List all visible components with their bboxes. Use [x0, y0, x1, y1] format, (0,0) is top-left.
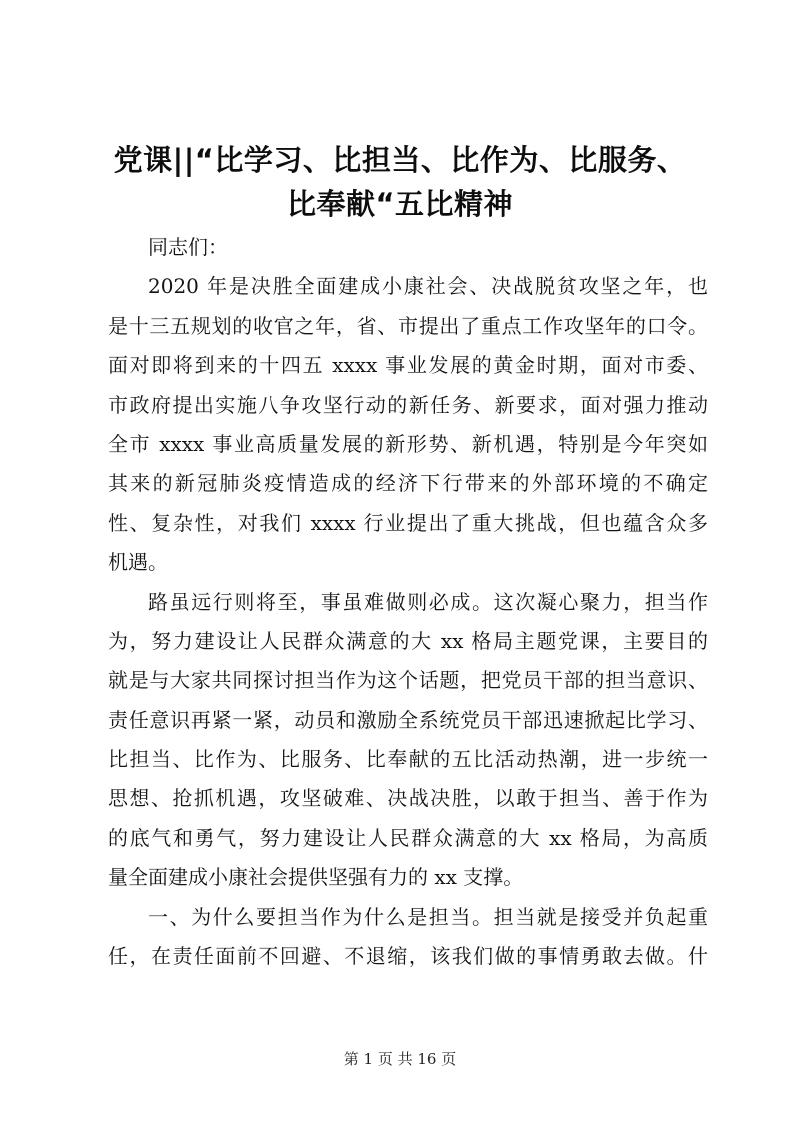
paragraph-line: 责任意识再紧一紧，动员和激励全系统党员干部迅速掀起比学习、: [108, 707, 708, 732]
paragraph-line: 是十三五规划的收官之年，省、市提出了重点工作攻坚年的口令。: [108, 313, 708, 338]
paragraph-line: 就是与大家共同探讨担当作为这个话题，把党员干部的担当意识、: [108, 668, 708, 693]
document-body: [108, 228, 708, 976]
paragraph-line: 比担当、比作为、比服务、比奉献的五比活动热潮，进一步统一: [108, 747, 708, 772]
document-title: [100, 138, 700, 226]
paragraph-line: 市政府提出实施八争攻坚行动的新任务、新要求，面对强力推动: [108, 392, 708, 417]
paragraph-line: 思想、抢抓机遇，攻坚破难、决战决胜，以敢于担当、善于作为: [108, 786, 708, 811]
page-footer: 第 1 页 共 16 页: [343, 1050, 457, 1068]
paragraph-line: 其来的新冠肺炎疫情造成的经济下行带来的外部环境的不确定: [108, 471, 708, 496]
paragraph-line: 机遇。: [108, 550, 168, 575]
paragraph-line: 同志们：: [148, 235, 228, 259]
paragraph-line: 面对即将到来的十四五 xxxx 事业发展的黄金时期，面对市委、: [108, 353, 708, 378]
paragraph-line: 为，努力建设让人民群众满意的大 xx 格局主题党课，主要目的: [108, 628, 708, 653]
purpose-paragraph: [108, 583, 708, 898]
title-line: 比奉献“五比精神: [286, 187, 514, 221]
paragraph-line: 性、复杂性，对我们 xxxx 行业提出了重大挑战，但也蕴含众多: [108, 510, 708, 535]
paragraph-line: 一、为什么要担当作为什么是担当。担当就是接受并负起重: [148, 904, 708, 929]
paragraph-line: 任，在责任面前不回避、不退缩，该我们做的事情勇敢去做。什: [108, 944, 708, 969]
paragraph-line: 的底气和勇气，努力建设让人民群众满意的大 xx 格局，为高质: [108, 825, 708, 850]
section-one-paragraph: [108, 898, 708, 977]
paragraph-line: 2020 年是决胜全面建成小康社会、决战脱贫攻坚之年，也: [148, 274, 708, 299]
greeting-paragraph: [108, 228, 708, 267]
paragraph-line: 全市 xxxx 事业高质量发展的新形势、新机遇，特别是今年突如: [108, 431, 708, 456]
paragraph-line: 路虽远行则将至，事虽难做则必成。这次凝心聚力，担当作: [148, 589, 708, 614]
intro-paragraph: [108, 267, 708, 582]
paragraph-line: 量全面建成小康社会提供坚强有力的 xx 支撑。: [108, 865, 524, 890]
title-line: 党课||“比学习、比担当、比作为、比服务、: [113, 143, 687, 177]
